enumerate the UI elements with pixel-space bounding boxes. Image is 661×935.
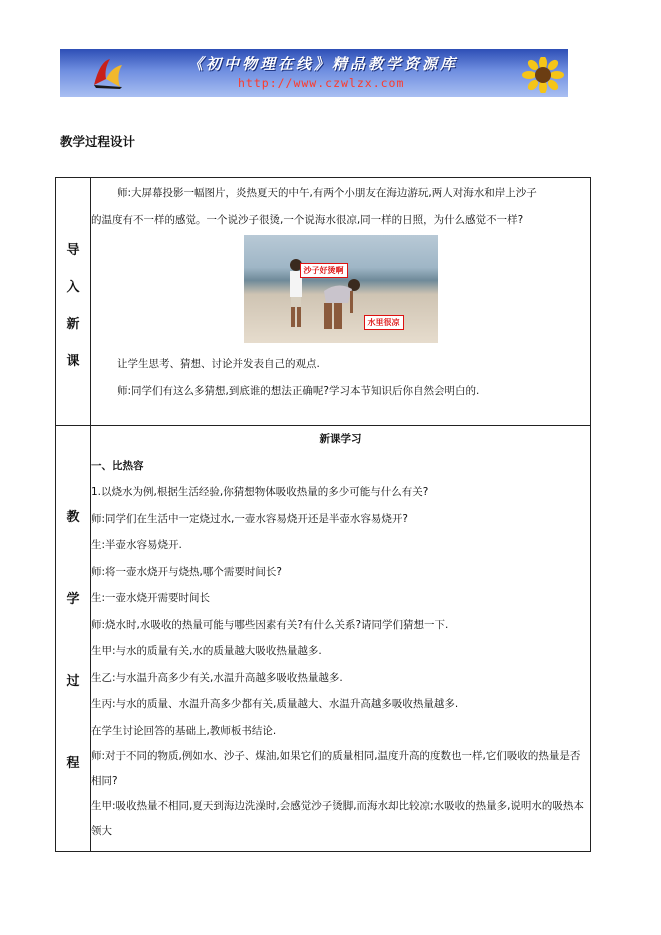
intro-label-char: 新 <box>66 317 80 332</box>
beach-photo <box>244 235 438 343</box>
sunflower-icon <box>522 57 564 93</box>
process-line: 师:将一壶水烧开与烧热,哪个需要时间长? <box>91 565 282 578</box>
process-paragraph: 师:对于不同的物质,例如水、沙子、煤油,如果它们的质量相同,温度升高的度数也一样,它们吸收的热量是否相同? <box>91 750 581 787</box>
intro-paragraph-line: 师:大屏幕投影一幅图片，炎热夏天的中午,有两个小朋友在海边游玩,两人对海水和岸上沙子 <box>117 187 537 199</box>
header-banner <box>60 49 568 97</box>
intro-paragraph-line: 的温度有不一样的感觉。一个说沙子很烫,一个说海水很凉,同一样的日照，为什么感觉不一样? <box>91 213 524 226</box>
process-label-char: 学 <box>66 592 80 607</box>
process-line: 师:同学们在生活中一定烧过水,一壶水容易烧开还是半壶水容易烧开? <box>91 512 408 525</box>
intro-paragraph: 师:同学们有这么多猜想,到底谁的想法正确呢?学习本节知识后你自然会明白的. <box>117 384 480 397</box>
process-line: 生:一壶水烧开需要时间长 <box>91 592 211 604</box>
process-label-cell <box>56 426 91 852</box>
process-line: 生:半壶水容易烧开. <box>91 539 182 551</box>
process-label-char: 过 <box>66 674 80 689</box>
process-line: 生乙:与水温升高多少有关,水温升高越多吸收热量越多. <box>91 671 343 684</box>
process-line: 1.以烧水为例,根据生活经验,你猜想物体吸收热量的多少可能与什么有关? <box>91 486 429 498</box>
process-label-char: 程 <box>66 756 80 771</box>
process-line: 在学生讨论回答的基础上,教师板书结论. <box>91 724 277 737</box>
process-subheading: 一、比热容 <box>91 459 144 472</box>
section-title: 教学过程设计 <box>60 134 136 149</box>
intro-row <box>56 178 591 426</box>
process-label-char: 教 <box>66 510 80 525</box>
banner-url[interactable]: http://www.czwlzx.com <box>238 76 405 90</box>
process-heading: 新课学习 <box>319 433 362 445</box>
process-content <box>91 426 591 852</box>
process-line: 师:烧水时,水吸收的热量可能与哪些因素有关?有什么关系?请同学们猜想一下. <box>91 618 449 631</box>
banner-title: 《初中物理在线》精品教学资源库 <box>188 55 459 73</box>
intro-content <box>91 178 591 426</box>
intro-label-cell <box>56 178 91 426</box>
child-bending-image <box>314 273 370 333</box>
photo-container <box>91 235 590 347</box>
process-line: 生丙:与水的质量、水温升高多少都有关,质量越大、水温升高越多吸收热量越多. <box>91 698 459 710</box>
intro-label-char: 课 <box>66 354 80 369</box>
photo-caption-sand: 沙子好烫啊 <box>300 263 348 278</box>
photo-caption-water: 水里很凉 <box>364 315 404 330</box>
process-row <box>56 426 591 852</box>
lesson-table <box>55 177 591 852</box>
intro-label-char: 入 <box>66 280 80 295</box>
process-line: 生甲:与水的质量有关,水的质量越大吸收热量越多. <box>91 645 322 657</box>
process-paragraph: 生甲:吸收热量不相同,夏天到海边洗澡时,会感觉沙子烫脚,而海水却比较凉;水吸收的热量多,说明水的吸热本领大 <box>91 800 584 837</box>
intro-label-char: 导 <box>66 243 80 258</box>
logo-icon <box>90 55 126 91</box>
intro-paragraph: 让学生思考、猜想、讨论并发表自己的观点. <box>117 358 320 370</box>
